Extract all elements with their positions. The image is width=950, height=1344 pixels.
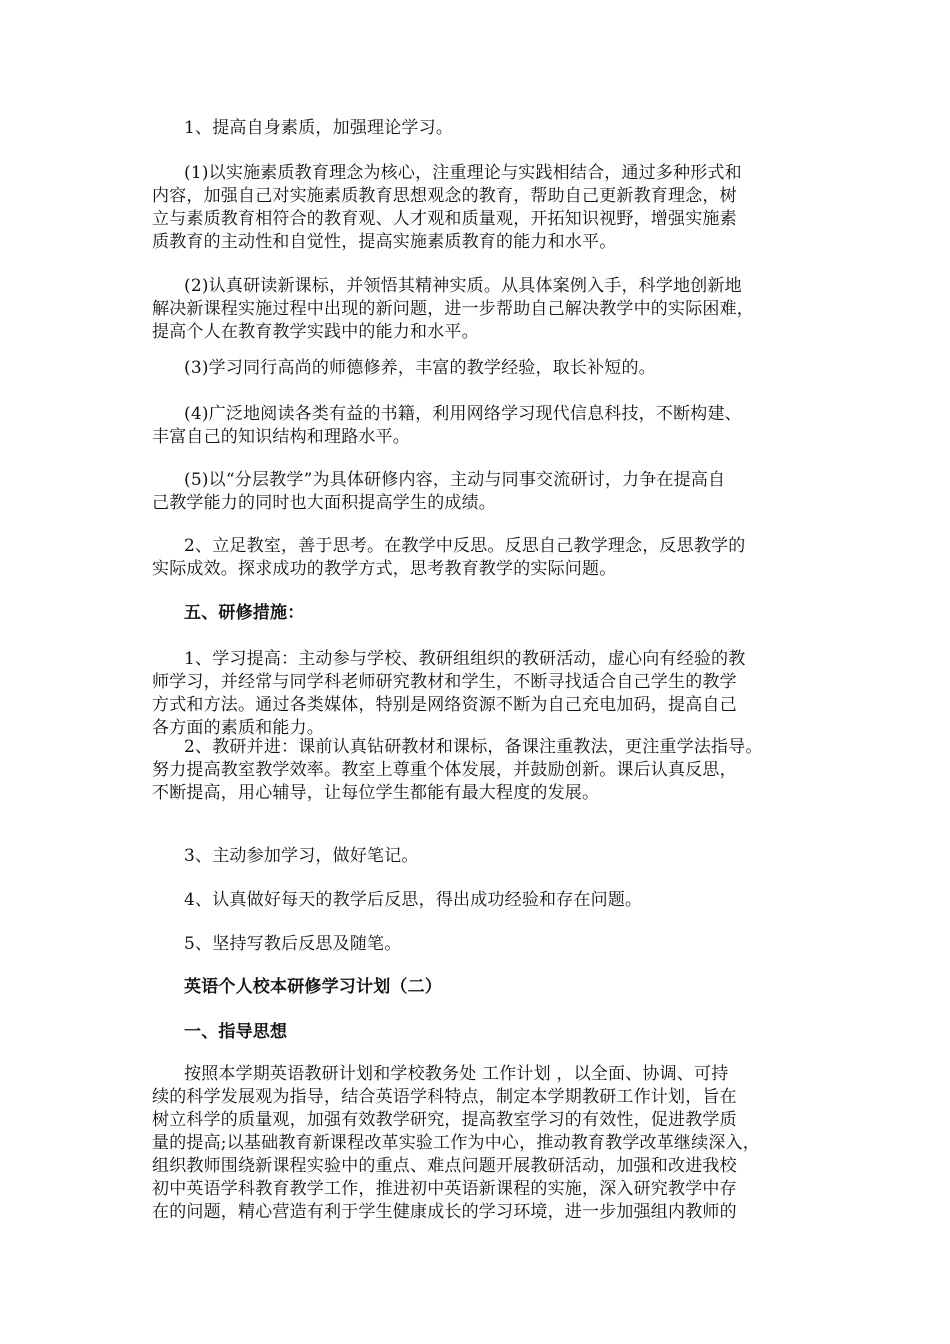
- text-line: 内容，加强自己对实施素质教育思想观念的教育，帮助自己更新教育理念，树: [152, 186, 737, 206]
- text-line: 一、指导思想: [184, 1022, 288, 1042]
- section-heading: [152, 602, 832, 625]
- text-line: 不断提高，用心辅导，让每位学生都能有最大程度的发展。: [152, 783, 600, 803]
- text-line: 续的科学发展观为指导，结合英语学科特点，制定本学期教研工作计划，旨在: [152, 1087, 737, 1107]
- text-line: 2、教研并进：课前认真钻研教材和课标，备课注重教法，更注重学法指导。: [184, 737, 763, 757]
- text-line: 丰富自己的知识结构和理路水平。: [152, 427, 410, 447]
- paragraph: [152, 403, 832, 449]
- text-line: 5、坚持写教后反思及随笔。: [184, 934, 402, 954]
- text-line: 方式和方法。通过各类媒体，特别是网络资源不断为自己充电加码，提高自己: [152, 695, 737, 715]
- text-line: 1、学习提高：主动参与学校、教研组组织的教研活动，虚心向有经验的教: [184, 649, 746, 669]
- text-line: 各方面的素质和能力。: [152, 718, 324, 738]
- text-line: (4)广泛地阅读各类有益的书籍，利用网络学习现代信息科技，不断构建、: [184, 404, 742, 424]
- text-line: 量的提高;以基础教育新课程改革实验工作为中心，推动教育教学改革继续深入，: [152, 1133, 760, 1153]
- paragraph: [152, 117, 832, 140]
- paragraph: [152, 1063, 832, 1224]
- paragraph: [152, 648, 832, 740]
- paragraph: [152, 535, 832, 581]
- text-line: 4、认真做好每天的教学后反思，得出成功经验和存在问题。: [184, 890, 643, 910]
- paragraph: [152, 357, 832, 380]
- text-line: 2、立足教室，善于思考。在教学中反思。反思自己教学理念，反思教学的: [184, 536, 746, 556]
- text-line: 解决新课程实施过程中出现的新问题，进一步帮助自己解决教学中的实际困难，: [152, 299, 754, 319]
- text-line: 树立科学的质量观，加强有效教学研究，提高教室学习的有效性，促进教学质: [152, 1110, 737, 1130]
- paragraph: [152, 933, 832, 956]
- text-line: 提高个人在教育教学实践中的能力和水平。: [152, 322, 479, 342]
- text-line: 按照本学期英语教研计划和学校教务处 工作计划 ，以全面、协调、可持: [184, 1064, 729, 1084]
- text-line: 英语个人校本研修学习计划（二）: [184, 977, 442, 997]
- text-line: 初中英语学科教育教学工作，推进初中英语新课程的实施，深入研究教学中存: [152, 1179, 737, 1199]
- text-line: (2)认真研读新课标，并领悟其精神实质。从具体案例入手，科学地创新地: [184, 276, 742, 296]
- section-heading: [152, 1021, 832, 1044]
- section-heading: [152, 976, 832, 999]
- paragraph: [152, 845, 832, 868]
- text-line: 1、提高自身素质，加强理论学习。: [184, 118, 454, 138]
- text-line: 师学习，并经常与同学科老师研究教材和学生，不断寻找适合自己学生的教学: [152, 672, 737, 692]
- text-line: 努力提高教室教学效率。教室上尊重个体发展，并鼓励创新。课后认真反思，: [152, 760, 737, 780]
- text-line: 实际成效。探求成功的教学方式，思考教育教学的实际问题。: [152, 559, 617, 579]
- paragraph: [152, 469, 832, 515]
- text-line: (5)以“分层教学”为具体研修内容，主动与同事交流研讨，力争在提高自: [184, 470, 726, 490]
- text-line: 己教学能力的同时也大面积提高学生的成绩。: [152, 493, 496, 513]
- paragraph: [152, 275, 832, 344]
- paragraph: [152, 889, 832, 912]
- text-line: 组织教师围绕新课程实验中的重点、难点问题开展教研活动，加强和改进我校: [152, 1156, 737, 1176]
- text-line: 五、研修措施：: [184, 603, 305, 623]
- text-line: 3、主动参加学习，做好笔记。: [184, 846, 419, 866]
- text-line: 在的问题，精心营造有利于学生健康成长的学习环境，进一步加强组内教师的: [152, 1202, 737, 1222]
- text-line: 质教育的主动性和自觉性，提高实施素质教育的能力和水平。: [152, 232, 617, 252]
- paragraph: [152, 162, 832, 254]
- paragraph: [152, 736, 832, 805]
- text-line: (3)学习同行高尚的师德修养，丰富的教学经验，取长补短的。: [184, 358, 656, 378]
- text-line: 立与素质教育相符合的教育观、人才观和质量观，开拓知识视野，增强实施素: [152, 209, 737, 229]
- text-line: (1)以实施素质教育理念为核心，注重理论与实践相结合，通过多种形式和: [184, 163, 742, 183]
